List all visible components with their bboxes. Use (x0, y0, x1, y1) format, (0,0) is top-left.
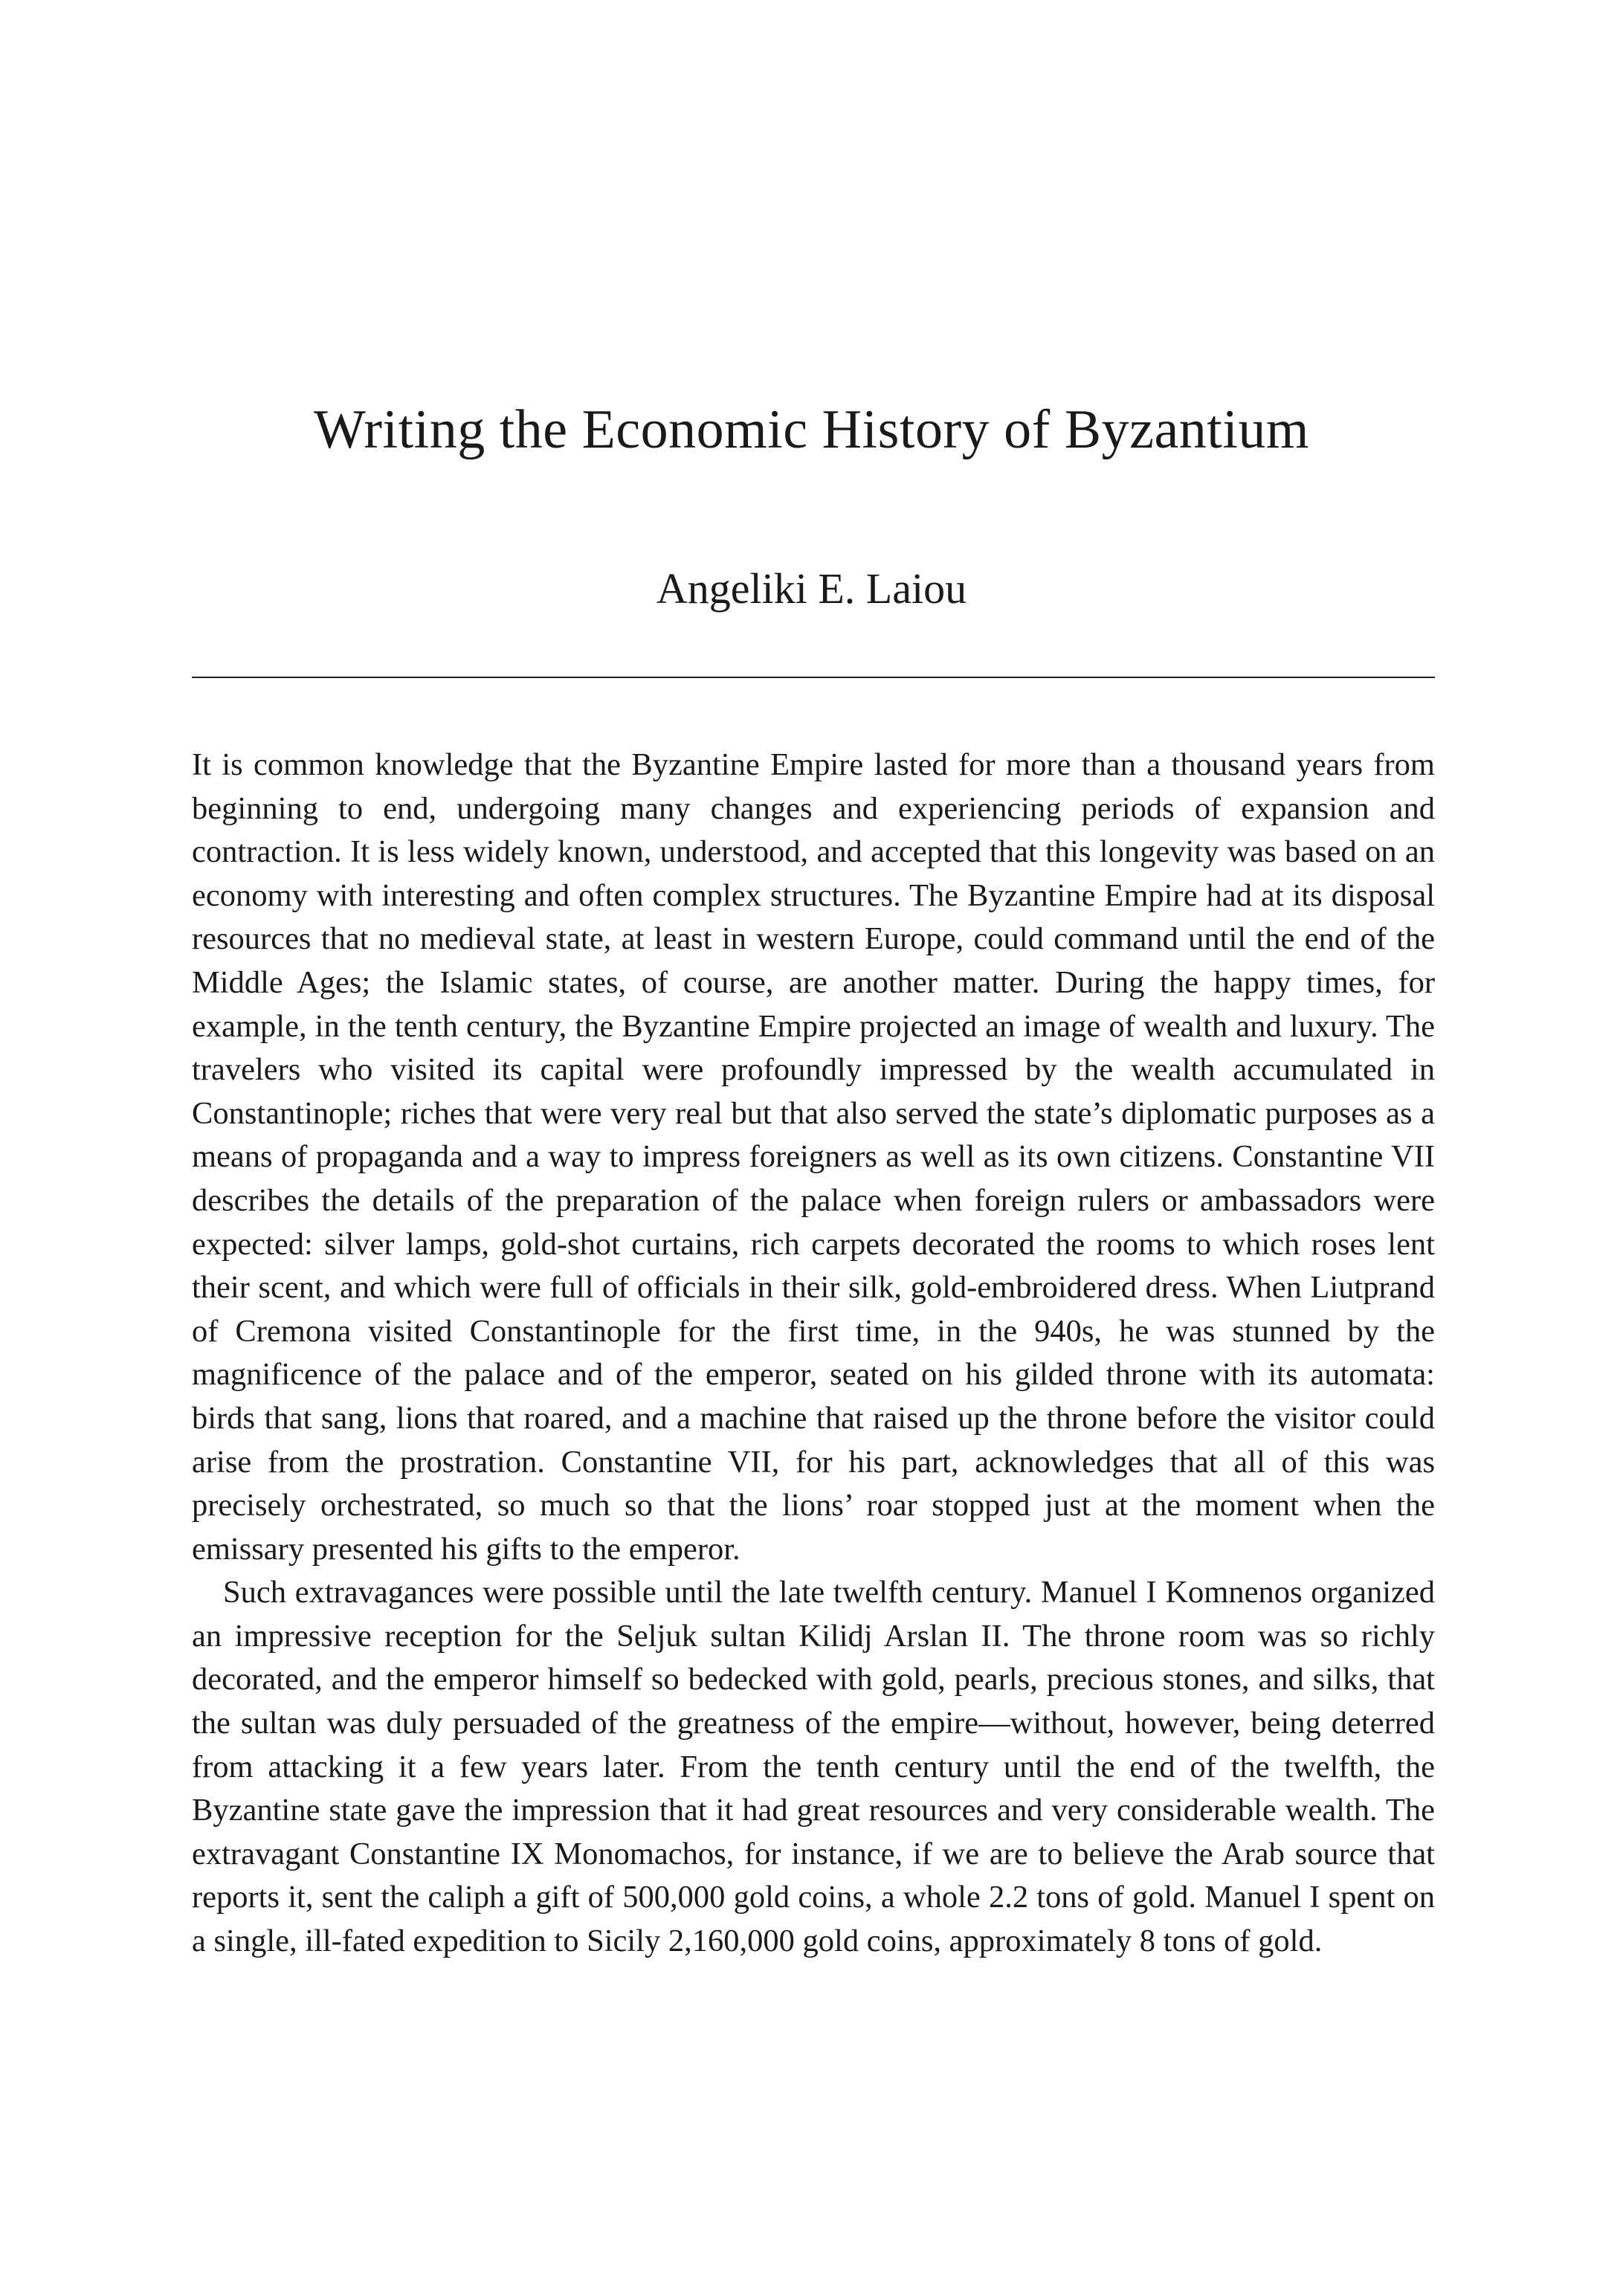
body-paragraph-1: It is common knowledge that the Byzantine Empire lasted for more than a thousand years from beginning to end, undergoing many changes and experiencing periods of expansion and contraction. It is less widely known, understood, and accepted that this longevity was based on an economy with interesting and often complex structures. The Byzantine Empire had at its disposal resources that no medieval state, at least in western Europe, could command until the end of the Middle Ages; the Islamic states, of course, are another matter. During the happy times, for example, in the tenth century, the Byzantine Empire projected an image of wealth and luxury. The travelers who visited its capital were profoundly impressed by the wealth accumulated in Constantinople; riches that were very real but that also served the state’s diplomatic purposes as a means of propaganda and a way to impress foreigners as well as its own citizens. Constantine VII describes the details of the preparation of the palace when foreign rulers or ambassadors were expected: silver lamps, gold-shot curtains, rich carpets decorated the rooms to which roses lent their scent, and which were full of officials in their silk, gold-embroidered dress. When Liutprand of Cremona visited Constantinople for the first time, in the 940s, he was stunned by the magnificence of the palace and of the emperor, seated on his gilded throne with its automata: birds that sang, lions that roared, and a machine that raised up the throne before the visitor could arise from the prostration. Constantine VII, for his part, acknowledges that all of this was precisely orchestrated, so much so that the lions’ roar stopped just at the moment when the emissary presented his gifts to the emperor. (192, 747, 1435, 1567)
body-paragraph-2: Such extravagances were possible until the late twelfth century. Manuel I Komnenos organized an impressive reception for the Seljuk sultan Kilidj Arslan II. The throne room was so richly decorated, and the emperor himself so bedecked with gold, pearls, precious stones, and silks, that the sultan was duly persuaded of the greatness of the empire—without, however, being deterred from attacking it a few years later. From the tenth century until the end of the twelfth, the Byzantine state gave the impression that it had great resources and very considerable wealth. The extravagant Constantine IX Monomachos, for instance, if we are to believe the Arab source that reports it, sent the caliph a gift of 500,000 gold coins, a whole 2.2 tons of gold. Manuel I spent on a single, ill-fated expedition to Sicily 2,160,000 gold coins, approximately 8 tons of gold. (192, 1575, 1435, 1959)
article-body (192, 744, 1435, 1964)
title-divider (192, 677, 1435, 678)
article-author: Angeliki E. Laiou (656, 564, 967, 613)
article-title: Writing the Economic History of Byzantium (314, 399, 1309, 460)
